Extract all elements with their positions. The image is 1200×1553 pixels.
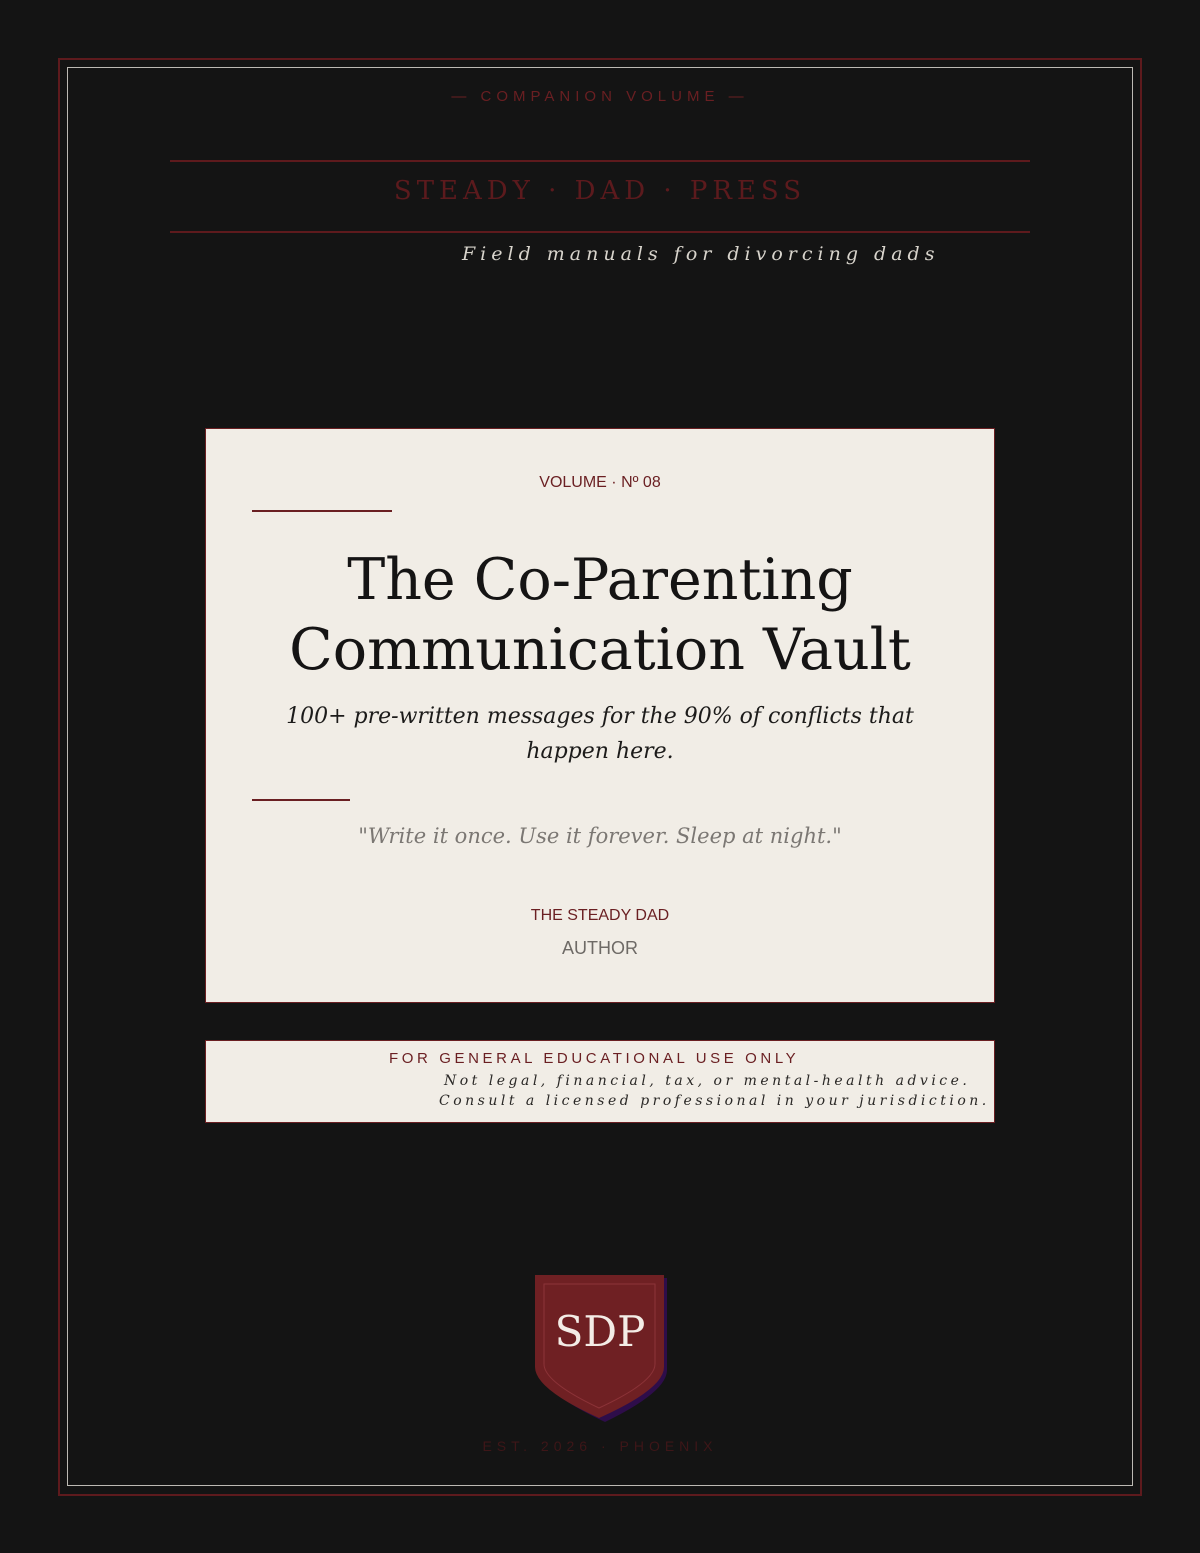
shield-icon — [533, 1274, 669, 1424]
disclaimer-box — [205, 1040, 995, 1123]
author-name: THE STEADY DAD — [530, 907, 670, 924]
disclaimer-line-2: Consult a licensed professional in your jurisdiction. — [439, 1093, 990, 1109]
disclaimer-heading: FOR GENERAL EDUCATIONAL USE ONLY — [389, 1050, 800, 1067]
companion-volume-label: — COMPANION VOLUME — — [451, 88, 749, 105]
book-title — [226, 545, 974, 685]
volume-number: VOLUME · Nº 08 — [539, 474, 661, 491]
author-role: AUTHOR — [562, 938, 638, 958]
press-rule-bottom — [170, 231, 1030, 233]
crest-monogram: SDP — [554, 1307, 646, 1356]
book-subtitle: 100+ pre-written messages for the 90% of conflicts that happen here. — [286, 704, 914, 764]
press-name: STEADY · DAD · PRESS — [393, 176, 807, 206]
press-rule-top — [170, 160, 1030, 162]
book-quote: "Write it once. Use it forever. Sleep at night." — [358, 824, 842, 848]
title-line-2: Communication Vault — [289, 617, 911, 683]
title-line-1: The Co-Parenting — [347, 547, 853, 613]
press-tagline: Field manuals for divorcing dads — [462, 243, 940, 265]
card-rule-top — [252, 510, 392, 512]
disclaimer-line-1: Not legal, financial, tax, or mental-health advice. — [444, 1073, 971, 1089]
title-card — [205, 428, 995, 1003]
established-label: EST. 2026 · PHOENIX — [482, 1438, 718, 1454]
card-rule-bottom — [252, 799, 350, 801]
